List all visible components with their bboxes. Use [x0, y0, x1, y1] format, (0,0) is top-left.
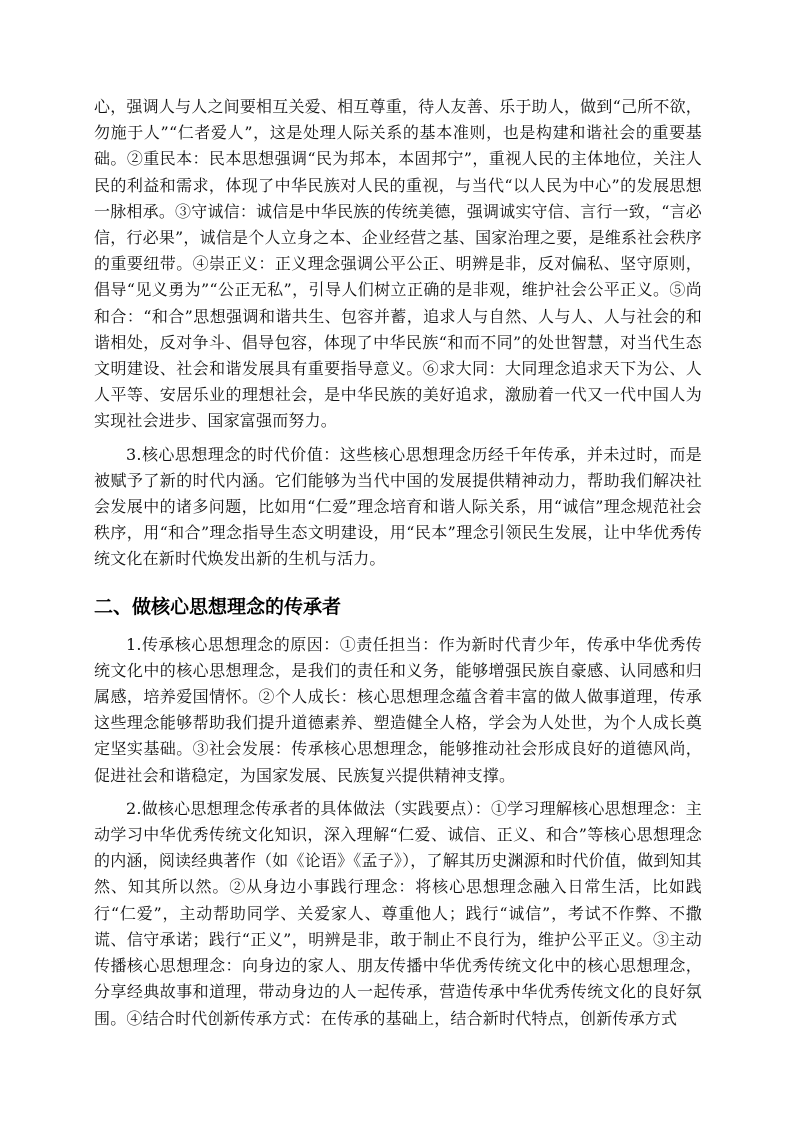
paragraph-contemporary-value: 3.核心思想理念的时代价值：这些核心思想理念历经千年传承，并未过时，而是被赋予了新的时代内涵。它们能够为当代中国的发展提供精神动力，帮助我们解决社会发展中的诸多问题，比如用“仁爱”理念培育和谐人际关系，用“诚信”理念规范社会秩序，用“和合”理念指导生态文明建设，用“民本”理念引领民生发展，让中华优秀传统文化在新时代焕发出新的生机与活力。	[94, 444, 702, 569]
paragraph-practical-methods: 2.做核心思想理念传承者的具体做法（实践要点）：①学习理解核心思想理念：主动学习中华优秀传统文化知识，深入理解“仁爱、诚信、正义、和合”等核心思想理念的内涵，阅读经典著作（如《论语》《孟子》），了解其历史渊源和时代价值，做到知其然、知其所以然。②从身边小事践行理念：将核心思想理念融入日常生活，比如践行“仁爱”，主动帮助同学、关爱家人、尊重他人；践行“诚信”，考试不作弊、不撒谎、信守承诺；践行“正义”，明辨是非，敢于制止不良行为，维护公平正义。③主动传播核心思想理念：向身边的家人、朋友传播中华优秀传统文化中的核心思想理念，分享经典故事和道理，带动身边的人一起传承，营造传承中华优秀传统文化的良好氛围。④结合时代创新传承方式：在传承的基础上，结合新时代特点，创新传承方式	[94, 798, 702, 1028]
paragraph-core-ideas-continuation: 心，强调人与人之间要相互关爱、相互尊重，待人友善、乐于助人，做到“己所不欲，勿施于人”“仁者爱人”，这是处理人际关系的基本准则，也是构建和谐社会的重要基础。②重民本：民本思想强调“民为邦本，本固邦宁”，重视人民的主体地位，关注人民的利益和需求，体现了中华民族对人民的重视，与当代“以人民为中心”的发展思想一脉相承。③守诚信：诚信是中华民族的传统美德，强调诚实守信、言行一致，“言必信，行必果”，诚信是个人立身之本、企业经营之基、国家治理之要，是维系社会秩序的重要纽带。④崇正义：正义理念强调公平公正、明辨是非，反对偏私、坚守原则，倡导“见义勇为”“公正无私”，引导人们树立正确的是非观，维护社会公平正义。⑤尚和合：“和合”思想强调和谐共生、包容并蓄，追求人与自然、人与人、人与社会的和谐相处，反对争斗、倡导包容，体现了中华民族“和而不同”的处世智慧，对当代生态文明建设、社会和谐发展具有重要指导意义。⑥求大同：大同理念追求天下为公、人人平等、安居乐业的理想社会，是中华民族的美好追求，激励着一代又一代中国人为实现社会进步、国家富强而努力。	[94, 97, 702, 431]
paragraph-reasons-for-inheritance: 1.传承核心思想理念的原因：①责任担当：作为新时代青少年，传承中华优秀传统文化中的核心思想理念，是我们的责任和义务，能够增强民族自豪感、认同感和归属感，培养爱国情怀。②个人成长：核心思想理念蕴含着丰富的做人做事道理，传承这些理念能够帮助我们提升道德素养、塑造健全人格，学会为人处世，为个人成长奠定坚实基础。③社会发展：传承核心思想理念，能够推动社会形成良好的道德风尚，促进社会和谐稳定，为国家发展、民族复兴提供精神支撑。	[94, 634, 702, 785]
document-body	[94, 94, 702, 1032]
section-heading-inheritors: 二、做核心思想理念的传承者	[94, 595, 342, 618]
